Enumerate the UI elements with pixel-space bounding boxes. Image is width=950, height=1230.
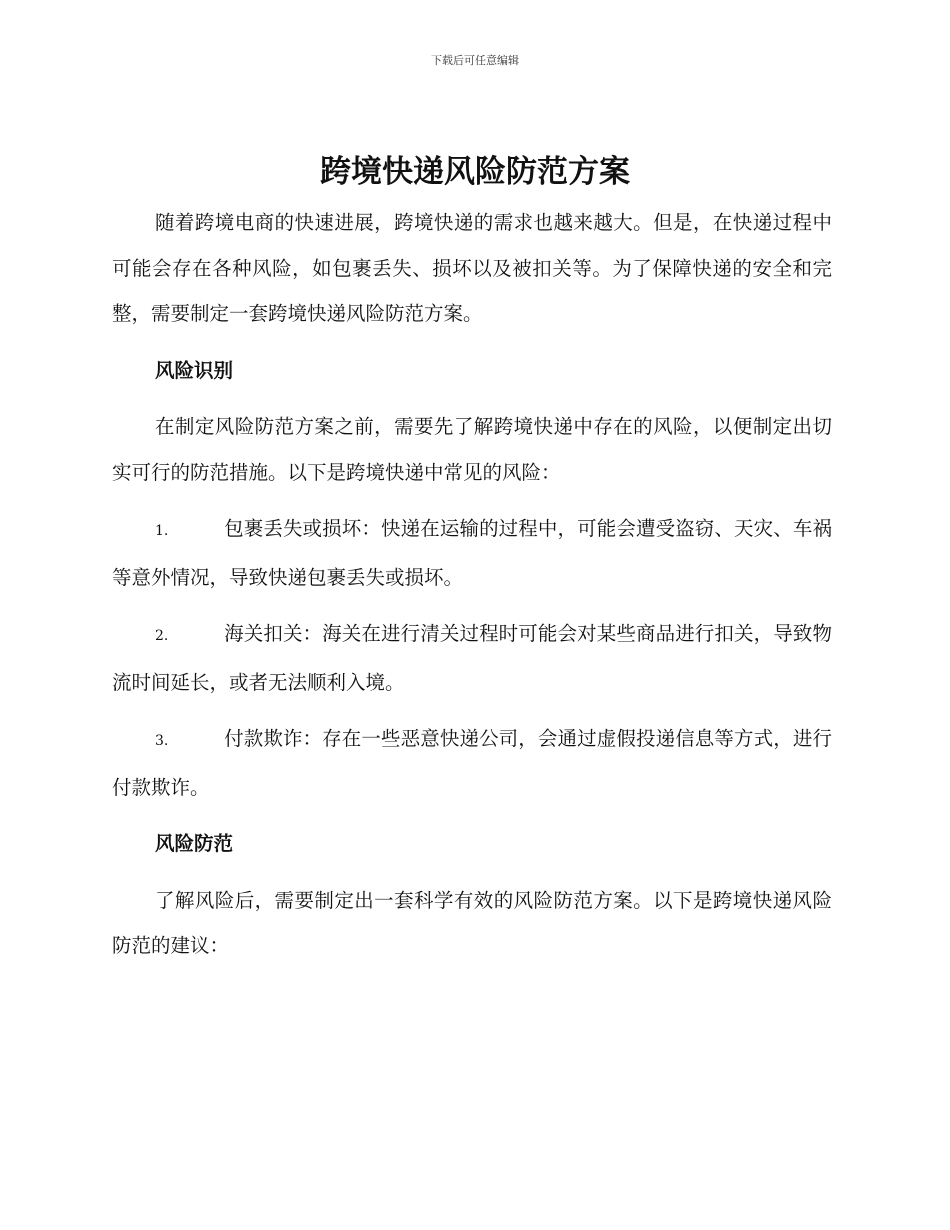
section-heading-risk-identification: 风险识别 <box>155 358 234 382</box>
risk-prevention-paragraph: 了解风险后，需要制定出一套科学有效的风险防范方案。以下是跨境快递风险防范的建议： <box>112 888 832 957</box>
list-item-text: 海关扣关：海关在进行清关过程时可能会对某些商品进行扣关，导致物流时间延长，或者无法顺利入境。 <box>112 622 832 694</box>
document-body <box>112 200 832 969</box>
list-item <box>112 716 832 810</box>
list-item-text: 付款欺诈：存在一些恶意快递公司，会通过虚假投递信息等方式，进行付款欺诈。 <box>112 727 832 799</box>
list-item <box>112 506 832 600</box>
list-item-number: 1. <box>155 523 169 539</box>
section-heading-risk-prevention: 风险防范 <box>155 832 234 855</box>
list-item-number: 3. <box>155 733 169 749</box>
list-item-text: 包裹丢失或损坏：快递在运输的过程中，可能会遭受盗窃、天灾、车祸等意外情况，导致快递包裹丢失或损坏。 <box>112 517 832 589</box>
intro-paragraph: 随着跨境电商的快速进展，跨境快递的需求也越来越大。但是，在快递过程中可能会存在各种风险，如包裹丢失、损坏以及被扣关等。为了保障快递的安全和完整，需要制定一套跨境快递风险防范方案。 <box>112 211 832 325</box>
list-item <box>112 611 832 705</box>
list-item-number: 2. <box>155 628 169 644</box>
header-note: 下载后可任意编辑 <box>431 54 519 67</box>
risk-identification-paragraph: 在制定风险防范方案之前，需要先了解跨境快递中存在的风险，以便制定出切实可行的防范措施。以下是跨境快递中常见的风险： <box>112 415 832 484</box>
document-title: 跨境快递风险防范方案 <box>320 154 630 190</box>
